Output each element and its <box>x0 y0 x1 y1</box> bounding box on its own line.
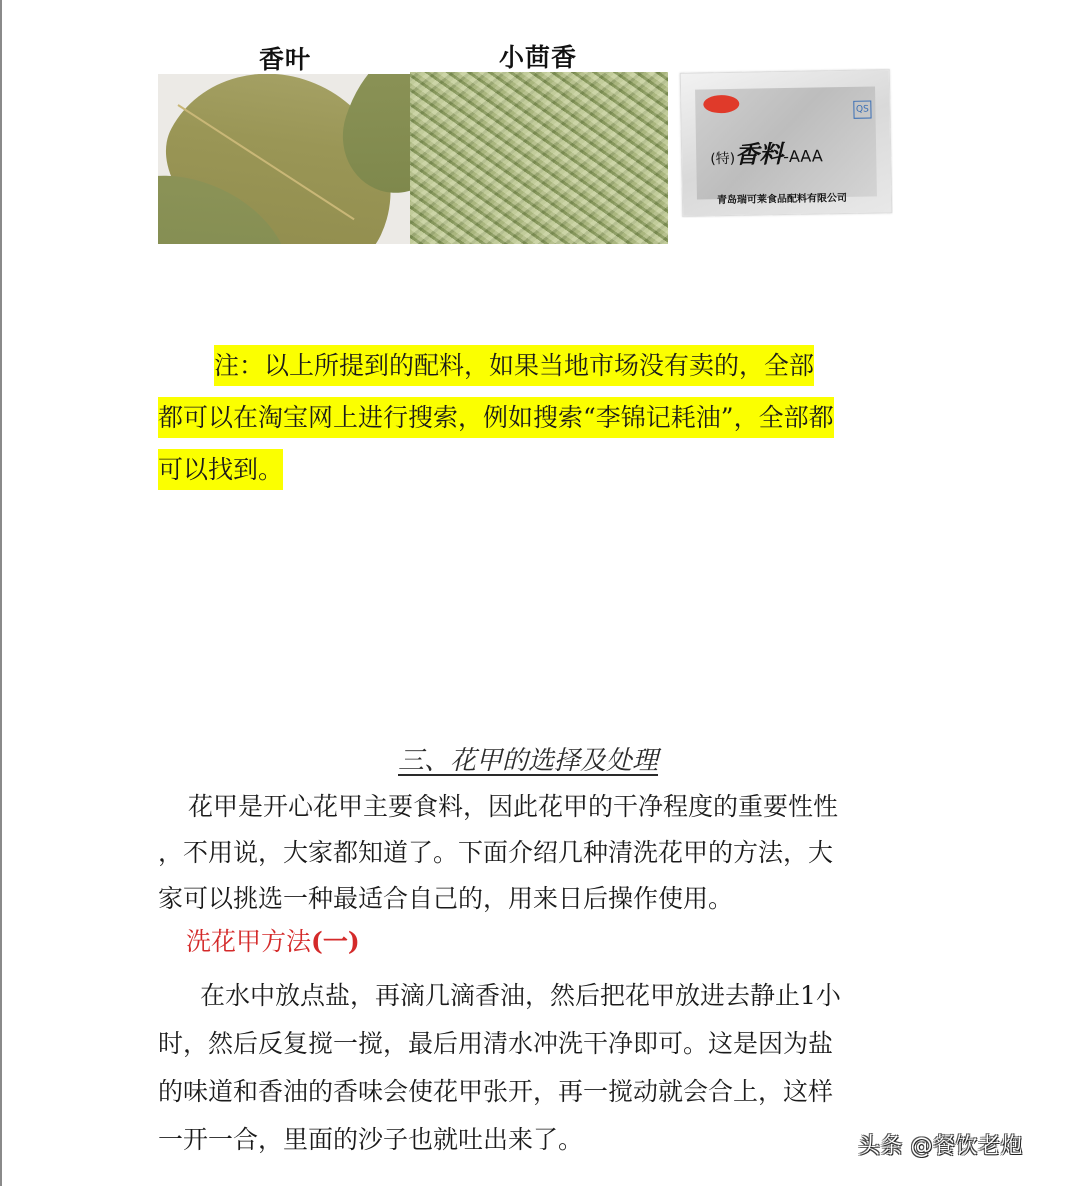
fennel-label: 小茴香 <box>498 43 577 72</box>
packet-title-suffix: -AAA <box>783 146 823 167</box>
bay-leaf-photo <box>158 74 410 244</box>
method-heading-text: 洗花甲方法 <box>186 927 312 956</box>
highlighted-text: 可以找到。 <box>158 449 283 490</box>
paragraph-line: 家可以挑选一种最适合自己的，用来日后操作使用。 <box>158 884 734 913</box>
intro-paragraph <box>158 784 928 922</box>
bay-leaf-label: 香叶 <box>258 45 311 74</box>
method-heading-number: (一) <box>311 927 360 956</box>
paragraph-line: 时，然后反复搅一搅，最后用清水冲洗干净即可。这是因为盐 <box>158 1029 834 1058</box>
highlighted-text: 注：以上所提到的配料，如果当地市场没有卖的，全部 <box>214 345 814 386</box>
paragraph-line: 的味道和香油的香味会使花甲张开，再一搅动就会合上，这样 <box>158 1077 834 1106</box>
note-line <box>158 392 928 444</box>
paragraph-line: 在水中放点盐，再滴几滴香油，然后把花甲放进去静止1小 <box>200 981 841 1010</box>
packet-body <box>680 69 892 217</box>
note-line <box>158 444 928 496</box>
packet-company: 青岛瑞可莱食品配料有限公司 <box>716 192 848 207</box>
section-title: 三、花甲的选择及处理 <box>398 746 659 776</box>
qs-mark-icon: QS <box>853 101 871 119</box>
paragraph-line: 花甲是开心花甲主要食料，因此花甲的干净程度的重要性性 <box>188 792 839 821</box>
method-paragraph <box>158 972 928 1164</box>
watermark: 头条 @餐饮老炮 <box>858 1134 1023 1159</box>
highlighted-text: 都可以在淘宝网上进行搜索，例如搜索“李锦记耗油”，全部都 <box>158 397 834 438</box>
note-line <box>158 340 928 392</box>
spice-packet-photo <box>678 68 893 218</box>
packet-title-prefix: (特) <box>710 150 736 168</box>
packet-title-main: 香料 <box>734 140 784 169</box>
paragraph-line: ，不用说，大家都知道了。下面介绍几种清洗花甲的方法，大 <box>158 838 834 867</box>
page-left-border <box>0 0 2 1186</box>
paragraph-line: 一开一合，里面的沙子也就吐出来了。 <box>158 1125 584 1154</box>
note-paragraph <box>158 340 928 496</box>
packet-title <box>710 133 823 170</box>
fennel-seed-photo <box>410 72 668 244</box>
method-heading <box>186 922 360 958</box>
